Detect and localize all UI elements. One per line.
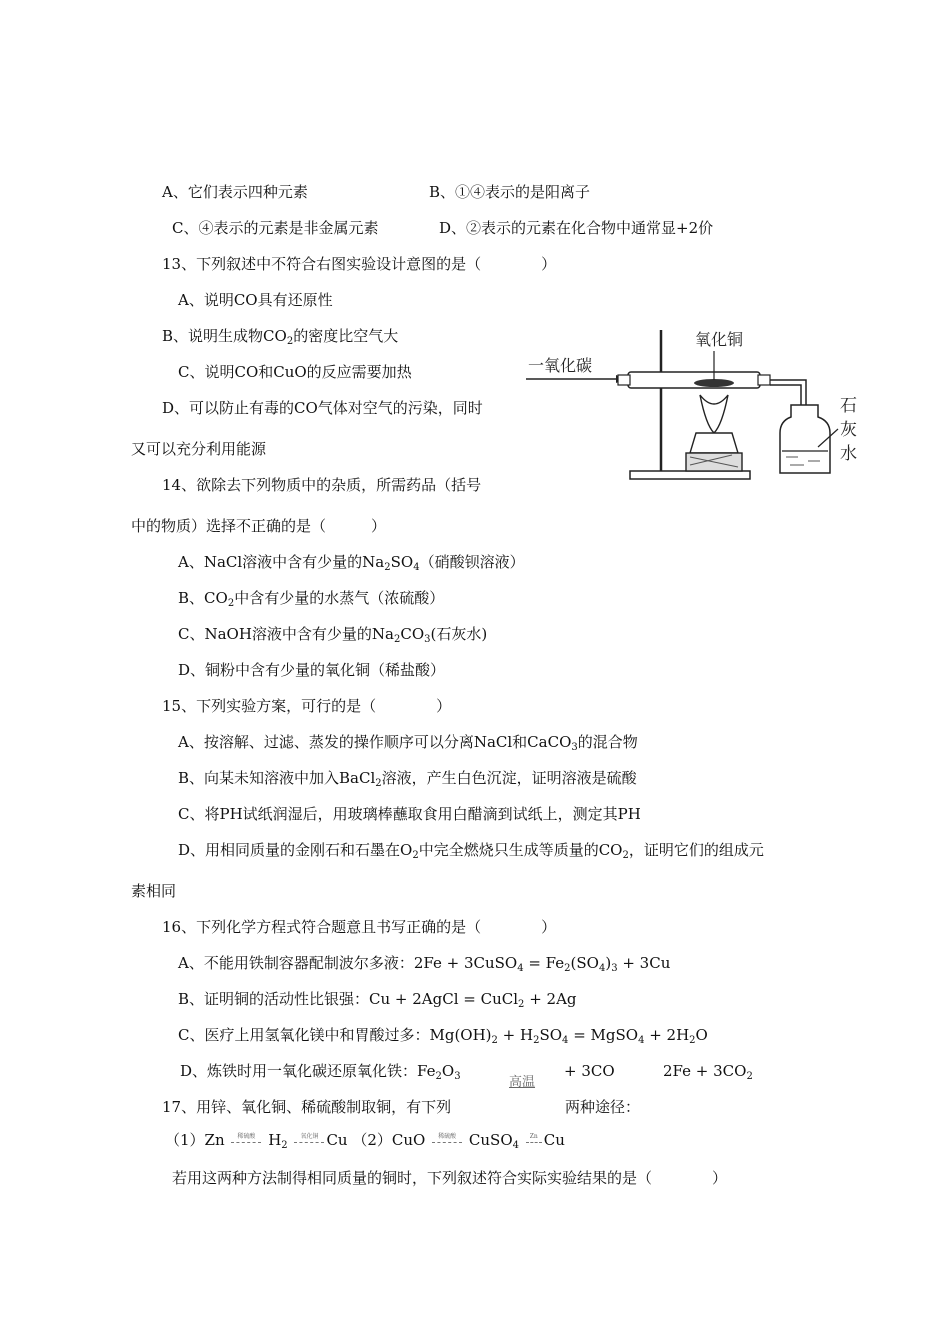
q13-stem: 13、下列叙述中不符合右图实验设计意图的是（ ） [162,255,557,273]
tube-stopper-right [758,375,770,385]
limewater-bottle [780,405,830,473]
reaction-tube [628,372,760,388]
q16-option-c: C、医疗上用氢氧化镁中和胃酸过多：$Mg(OH)_2 + H_2SO_4$ = MgSO$_4$ + $2H_2O$ [178,1026,708,1046]
q13-option-b: B、说明生成物$CO_2$的密度比空气大 [162,327,399,347]
q15-option-d-cont: 素相同 [131,882,177,900]
q12-option-b: B、①④表示的是阳离子 [429,183,591,201]
route-2-start: （2）CuO [352,1131,426,1149]
q13-option-d-cont: 又可以充分利用能源 [131,440,267,458]
q16-option-d: D、炼铁时用一氧化碳还原氧化铁：$Fe_2O_3$ [180,1062,461,1082]
reaction-arrow-icon: 稀硫酸 [430,1136,464,1146]
q16-d-reagent: + 3CO [564,1062,615,1080]
q15-option-a: A、按溶解、过滤、蒸发的操作顺序可以分离NaCl和CaCO$_3$的混合物 [178,733,638,753]
route-1-end: Cu [326,1131,348,1149]
q14-stem: 14、欲除去下列物质中的杂质，所需药品（括号 [162,476,482,494]
q13-option-a: A、说明CO具有还原性 [178,291,333,309]
limewater-label-3: 水 [840,444,857,464]
q14-stem-cont: 中的物质）选择不正确的是（ ） [131,517,387,535]
flame [700,395,728,433]
reaction-arrow-icon: Zn [524,1136,544,1146]
co-label: 一氧化碳 [528,356,593,375]
q13-option-d: D、可以防止有毒的CO气体对空气的污染，同时 [162,399,483,417]
q16-d-condition: 高温 [509,1075,536,1090]
q15-option-c: C、将PH试纸润湿后，用玻璃棒蘸取食用白醋滴到试纸上，测定其PH [178,805,641,823]
q14-option-d: D、铜粉中含有少量的氧化铜（稀盐酸） [178,661,446,679]
q13-option-c: C、说明CO和CuO的反应需要加热 [178,363,412,381]
q17-routes [165,1130,565,1150]
alcohol-lamp [690,433,738,453]
stand-base [630,471,750,479]
q16-option-b: B、证明铜的活动性比银强：Cu + 2AgCl = CuCl$_2$ + 2Ag [178,990,577,1010]
q12-option-a: A、它们表示四种元素 [162,183,308,201]
q17-question: 若用这两种方法制得相同质量的铜时，下列叙述符合实际实验结果的是（ ） [172,1169,728,1187]
reaction-arrow-icon: 稀硫酸 [229,1136,263,1146]
apparatus-figure [518,325,863,485]
route-2-end: Cu [543,1131,565,1149]
limewater-label-1: 石 [840,396,857,416]
limewater-label-2: 灰 [840,420,857,440]
q14-option-b: B、$CO_2$中含有少量的水蒸气（浓硫酸） [178,589,445,609]
q15-option-b: B、向某未知溶液中加入BaCl$_2$溶液，产生白色沉淀，证明溶液是硫酸 [178,769,637,789]
q16-stem: 16、下列化学方程式符合题意且书写正确的是（ ） [162,918,557,936]
route-1-mid: $H_2$ [268,1131,288,1151]
q14-option-c: C、NaOH溶液中含有少量的$Na_2CO_3$(石灰水) [178,625,488,645]
q15-option-d: D、用相同质量的金刚石和石墨在$O_2$中完全燃烧只生成等质量的$CO_2$，证明它们的组成元 [178,841,764,861]
q14-option-a: A、NaCl溶液中含有少量的$Na_2SO_4$（硝酸钡溶液） [178,553,525,573]
q15-stem: 15、下列实验方案，可行的是（ ） [162,697,452,715]
route-2-mid: CuSO$_4$ [468,1131,520,1151]
cuo-label: 氧化铜 [695,330,744,349]
q12-option-c: C、④表示的元素是非金属元素 [172,219,379,237]
q17-stem-cont: 两种途径： [565,1098,641,1116]
q16-d-product: $2Fe + 3CO_2$ [663,1062,753,1082]
q12-option-d: D、②表示的元素在化合物中通常显+2价 [439,219,714,237]
reaction-arrow-icon: 氧化铜 [292,1136,326,1146]
tube-stopper-left [618,375,630,385]
route-1-start: （1）Zn [165,1131,225,1149]
copper-oxide-powder [694,379,734,387]
q17-stem: 17、用锌、氧化铜、稀硫酸制取铜，有下列 [162,1098,452,1116]
q16-option-a: A、不能用铁制容器配制波尔多液：2Fe + 3CuSO$_4$ = $Fe_2(SO_4)_3 + 3Cu$ [178,954,671,974]
